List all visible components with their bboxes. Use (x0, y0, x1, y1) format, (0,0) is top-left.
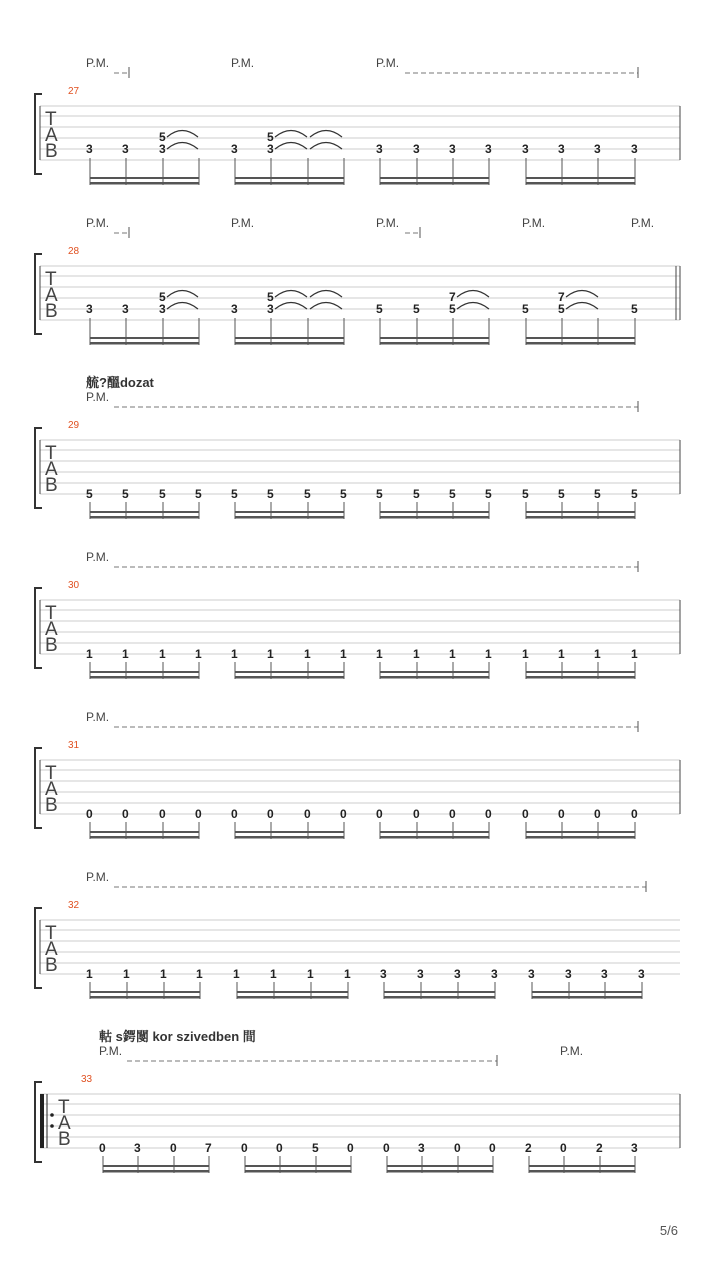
palm-mute-label: P.M. (86, 870, 110, 884)
palm-mute-label: P.M. (86, 390, 110, 404)
fret-number: 0 (454, 1141, 461, 1155)
fret-number: 3 (417, 967, 424, 981)
fret-number: 1 (231, 647, 238, 661)
fret-number: 3 (485, 142, 492, 156)
fret-number: 7 (205, 1141, 212, 1155)
fret-number: 1 (304, 647, 311, 661)
fret-number: 3 (376, 142, 383, 156)
fret-number: 3 (267, 302, 274, 316)
tab-staff (40, 440, 680, 494)
fret-number: 0 (170, 1141, 177, 1155)
tab-clef-t: T (58, 1097, 70, 1118)
note-stems (90, 158, 635, 185)
fret-number: 5 (159, 487, 166, 501)
repeat-dot (50, 1113, 54, 1117)
palm-mute-label: P.M. (86, 56, 110, 70)
fret-number: 5 (522, 487, 529, 501)
system-27 (35, 56, 680, 185)
fret-number: 3 (380, 967, 387, 981)
fret-number: 1 (413, 647, 420, 661)
fret-number: 3 (631, 142, 638, 156)
fret-number: 2 (525, 1141, 532, 1155)
palm-mute-label: P.M. (631, 216, 655, 230)
fret-number: 1 (270, 967, 277, 981)
note-beams (90, 337, 635, 345)
measure-number: 29 (68, 420, 80, 431)
fret-number: 3 (454, 967, 461, 981)
fret-number: 5 (594, 487, 601, 501)
measure-number: 30 (68, 580, 80, 591)
fret-number: 3 (86, 142, 93, 156)
fret-number: 1 (522, 647, 529, 661)
fret-number: 1 (558, 647, 565, 661)
fret-number: 5 (449, 487, 456, 501)
repeat-dot (50, 1124, 54, 1128)
tab-clef-b: B (58, 1129, 71, 1150)
fret-number: 5 (267, 487, 274, 501)
fret-number: 1 (159, 647, 166, 661)
fret-number: 5 (522, 302, 529, 316)
note-beams (103, 1165, 635, 1173)
fret-number: 0 (86, 807, 93, 821)
fret-number: 3 (413, 142, 420, 156)
fret-number: 5 (86, 487, 93, 501)
fret-number: 1 (376, 647, 383, 661)
fret-number: 5 (631, 302, 638, 316)
fret-number: 5 (413, 302, 420, 316)
fret-number: 1 (233, 967, 240, 981)
system-32 (35, 870, 680, 999)
fret-number: 5 (340, 487, 347, 501)
fret-number: 0 (267, 807, 274, 821)
fret-number: 5 (312, 1141, 319, 1155)
note-beams (90, 671, 635, 679)
fret-number: 3 (594, 142, 601, 156)
fret-number: 0 (195, 807, 202, 821)
fret-number: 5 (159, 130, 166, 144)
fret-number: 0 (231, 807, 238, 821)
fret-number: 0 (159, 807, 166, 821)
fret-number: 5 (267, 130, 274, 144)
fret-number: 3 (86, 302, 93, 316)
fret-number: 0 (594, 807, 601, 821)
fret-number: 1 (307, 967, 314, 981)
fret-number: 3 (601, 967, 608, 981)
fret-number: 3 (159, 142, 166, 156)
fret-number: 3 (558, 142, 565, 156)
fret-number: 1 (344, 967, 351, 981)
section-text: 軲 s鍔閺 kor szivedben 間 (99, 1029, 256, 1044)
fret-number: 0 (122, 807, 129, 821)
tab-clef-a: A (58, 1113, 71, 1134)
fret-number: 7 (558, 290, 565, 304)
fret-number: 3 (449, 142, 456, 156)
fret-number: 5 (159, 290, 166, 304)
fret-number: 1 (86, 967, 93, 981)
fret-number: 3 (134, 1141, 141, 1155)
fret-number: 1 (122, 647, 129, 661)
tab-clef-a: A (45, 779, 58, 800)
fret-number: 5 (122, 487, 129, 501)
fret-number: 5 (449, 302, 456, 316)
fret-number: 0 (383, 1141, 390, 1155)
page-number: 5/6 (659, 1223, 678, 1238)
fret-number: 5 (231, 487, 238, 501)
note-beams (90, 511, 635, 519)
fret-number: 3 (491, 967, 498, 981)
fret-number: 1 (485, 647, 492, 661)
fret-number: 1 (631, 647, 638, 661)
system-28 (35, 216, 680, 345)
note-beams (90, 991, 642, 999)
fret-number: 5 (376, 302, 383, 316)
palm-mute-label: P.M. (376, 216, 400, 230)
tab-clef-b: B (45, 635, 58, 656)
measure-number: 27 (68, 86, 80, 97)
fret-number: 5 (304, 487, 311, 501)
fret-number: 5 (195, 487, 202, 501)
fret-number: 5 (631, 487, 638, 501)
palm-mute-label: P.M. (560, 1044, 584, 1058)
fret-number: 1 (123, 967, 130, 981)
fret-number: 0 (485, 807, 492, 821)
tab-clef-a: A (45, 125, 58, 146)
measure-number: 28 (68, 246, 80, 257)
fret-number: 1 (160, 967, 167, 981)
tab-staff (40, 920, 680, 974)
fret-number: 0 (558, 807, 565, 821)
fret-number: 0 (99, 1141, 106, 1155)
fret-number: 3 (231, 302, 238, 316)
fret-number: 3 (231, 142, 238, 156)
tab-clef-t: T (45, 763, 57, 784)
system-30 (35, 550, 680, 679)
fret-number: 5 (558, 302, 565, 316)
palm-mute-label: P.M. (99, 1044, 123, 1058)
fret-number: 3 (418, 1141, 425, 1155)
fret-number: 1 (86, 647, 93, 661)
measure-number: 32 (68, 900, 80, 911)
palm-mute-label: P.M. (522, 216, 546, 230)
note-beams (90, 831, 635, 839)
section-text: 艈?醞dozat (86, 375, 154, 390)
tab-clef-b: B (45, 475, 58, 496)
fret-number: 3 (522, 142, 529, 156)
fret-number: 5 (267, 290, 274, 304)
fret-number: 3 (122, 142, 129, 156)
system-33 (35, 1029, 680, 1173)
tab-clef-b: B (45, 141, 58, 162)
fret-number: 3 (122, 302, 129, 316)
fret-number: 5 (413, 487, 420, 501)
palm-mute-label: P.M. (231, 56, 255, 70)
tab-staff (40, 266, 680, 320)
fret-number: 0 (631, 807, 638, 821)
tab-clef-t: T (45, 269, 57, 290)
measure-number: 31 (68, 740, 80, 751)
tab-staff (40, 1094, 680, 1148)
tab-clef-b: B (45, 795, 58, 816)
tab-staff (40, 106, 680, 160)
fret-number: 3 (638, 967, 645, 981)
fret-number: 0 (276, 1141, 283, 1155)
fret-number: 0 (413, 807, 420, 821)
tab-clef-b: B (45, 301, 58, 322)
tab-clef-a: A (45, 619, 58, 640)
tab-clef-b: B (45, 955, 58, 976)
tab-staff (40, 760, 680, 814)
fret-number: 7 (449, 290, 456, 304)
palm-mute-label: P.M. (86, 710, 110, 724)
fret-number: 3 (631, 1141, 638, 1155)
tab-staff (40, 600, 680, 654)
fret-number: 0 (376, 807, 383, 821)
fret-number: 5 (558, 487, 565, 501)
fret-number: 0 (241, 1141, 248, 1155)
note-stems (90, 318, 635, 345)
fret-number: 1 (267, 647, 274, 661)
fret-number: 2 (596, 1141, 603, 1155)
system-29 (35, 375, 680, 519)
fret-number: 0 (560, 1141, 567, 1155)
palm-mute-label: P.M. (376, 56, 400, 70)
tab-clef-a: A (45, 939, 58, 960)
fret-number: 0 (489, 1141, 496, 1155)
fret-number: 5 (485, 487, 492, 501)
fret-number: 3 (267, 142, 274, 156)
fret-number: 0 (340, 807, 347, 821)
palm-mute-label: P.M. (86, 216, 110, 230)
tab-clef-a: A (45, 459, 58, 480)
fret-number: 1 (594, 647, 601, 661)
fret-number: 1 (195, 647, 202, 661)
tie-arcs (167, 131, 342, 150)
fret-number: 0 (449, 807, 456, 821)
fret-number: 1 (340, 647, 347, 661)
fret-number: 3 (565, 967, 572, 981)
palm-mute-label: P.M. (86, 550, 110, 564)
repeat-start-thick-bar (40, 1094, 44, 1148)
fret-number: 3 (159, 302, 166, 316)
fret-number: 0 (347, 1141, 354, 1155)
tab-clef-t: T (45, 603, 57, 624)
system-31 (35, 710, 680, 839)
tab-clef-a: A (45, 285, 58, 306)
fret-number: 1 (449, 647, 456, 661)
fret-number: 5 (376, 487, 383, 501)
tab-clef-t: T (45, 923, 57, 944)
palm-mute-label: P.M. (231, 216, 255, 230)
note-beams (90, 177, 635, 185)
fret-number: 0 (304, 807, 311, 821)
fret-number: 0 (522, 807, 529, 821)
fret-number: 1 (196, 967, 203, 981)
fret-number: 3 (528, 967, 535, 981)
measure-number: 33 (81, 1074, 93, 1085)
tab-clef-t: T (45, 443, 57, 464)
tab-clef-t: T (45, 109, 57, 130)
